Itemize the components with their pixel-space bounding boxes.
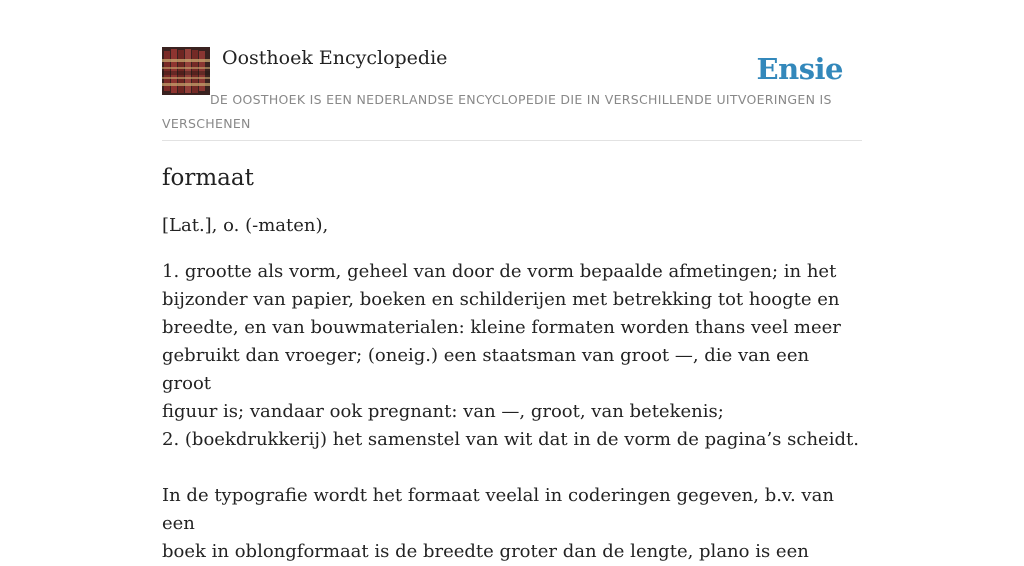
definition-line: figuur is; vandaar ook pregnant: van —, groot, van betekenis; xyxy=(162,401,724,422)
definition-line: 1. grootte als vorm, geheel van door de vorm bepaalde afmetingen; in het xyxy=(162,261,837,282)
entry-title: formaat xyxy=(162,165,254,191)
definition-line: bijzonder van papier, boeken en schilderijen met betrekking tot hoogte en xyxy=(162,289,840,310)
entry-content xyxy=(162,160,862,566)
site-tagline: DE OOSTHOEK IS EEN NEDERLANDSE ENCYCLOPEDIE DIE IN VERSCHILLENDE UITVOERINGEN IS VERSCHENEN xyxy=(162,92,832,131)
definition-line: 2. (boekdrukkerij) het samenstel van wit dat in de vorm de pagina’s scheidt. xyxy=(162,429,859,450)
entry-grammar: [Lat.], o. (-maten), xyxy=(162,215,329,236)
entry-definition xyxy=(162,258,862,566)
definition-line: boek in oblongformaat is de breedte groter dan de lengte, plano is een xyxy=(162,541,809,562)
site-header xyxy=(162,46,862,141)
paragraph-spacer xyxy=(162,454,862,482)
ensie-logo-link[interactable]: Ensie xyxy=(756,52,843,86)
definition-line: In de typografie wordt het formaat veelal in coderingen gegeven, b.v. van een xyxy=(162,485,834,534)
definition-line: gebruikt dan vroeger; (oneig.) een staatsman van groot —, die van een groot xyxy=(162,345,810,394)
site-title-link[interactable]: Oosthoek Encyclopedie xyxy=(222,47,448,69)
definition-line: breedte, en van bouwmaterialen: kleine formaten worden thans veel meer xyxy=(162,317,841,338)
